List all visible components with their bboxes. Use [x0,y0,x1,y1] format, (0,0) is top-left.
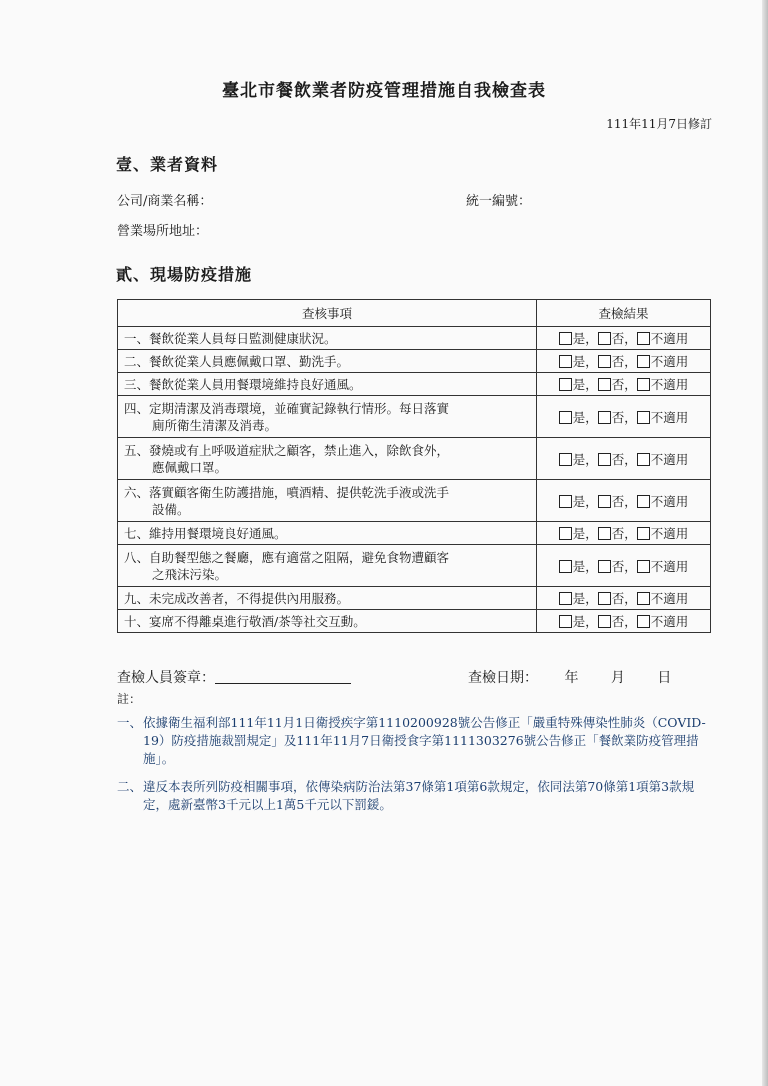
check-result [537,373,711,396]
table-row [118,327,711,350]
check-item-number: 四、 [124,400,150,416]
checkbox-no[interactable] [598,592,611,605]
check-result [537,396,711,438]
option-label-no: 否， [611,354,637,369]
check-item [118,438,537,480]
table-row [118,350,711,373]
check-result [537,587,711,610]
header-result: 查檢結果 [537,300,711,327]
checkbox-na[interactable] [637,560,650,573]
option-label-yes: 是， [572,451,598,467]
note-item-1 [117,714,715,768]
checkbox-no[interactable] [598,411,611,424]
table-row [118,522,711,545]
check-item-text: 落實顧客衛生防護措施，噴酒精、提供乾洗手液或洗手 [149,484,450,500]
option-label-na: 不適用 [650,354,689,369]
check-item [118,522,537,545]
option-label-no: 否， [611,558,637,574]
option-label-no: 否， [611,331,637,346]
checkbox-no[interactable] [598,615,611,628]
check-item-text: 維持用餐環境良好通風。 [149,525,287,541]
option-label-na: 不適用 [650,493,689,509]
checkbox-no[interactable] [598,527,611,540]
business-id-label: 統一編號： [466,194,532,209]
scan-edge [762,0,768,1086]
check-result [537,350,711,373]
check-item-text: 宴席不得離桌進行敬酒/茶等社交互動。 [149,613,366,629]
option-label-na: 不適用 [650,409,689,425]
checkbox-na[interactable] [637,615,650,628]
check-item-text-cont: 廁所衛生清潔及消毒。 [152,417,278,433]
document-title: 臺北市餐飲業者防疫管理措施自我檢查表 [222,81,546,101]
date-day: 日 [657,670,672,686]
inspection-date [468,667,671,687]
note-text: 違反本表所列防疫相關事項，依傳染病防治法第37條第1項第6款規定，依同法第70條第1項第3款規定，處新臺幣3千元以上1萬5千元以下罰鍰。 [143,779,695,812]
check-item-text: 餐飲從業人員應佩戴口罩、勤洗手。 [149,353,350,369]
check-item-text-cont: 設備。 [152,501,190,517]
check-item-number: 二、 [124,353,150,369]
table-row [118,610,711,633]
date-month: 月 [610,670,625,686]
table-row [118,438,711,480]
check-item-text: 發燒或有上呼吸道症狀之顧客，禁止進入，除飲食外， [149,442,450,458]
checkbox-no[interactable] [598,355,611,368]
option-label-yes: 是， [572,591,598,606]
check-item-number: 三、 [124,376,150,392]
inspector-label: 查檢人員簽章： [117,670,215,686]
address-label: 營業場所地址： [117,224,209,239]
check-item [118,587,537,610]
check-item-number: 五、 [124,442,150,458]
section1-heading: 壹、業者資料 [116,155,219,174]
checkbox-na[interactable] [637,592,650,605]
option-label-yes: 是， [572,377,598,392]
option-label-no: 否， [611,451,637,467]
checkbox-na[interactable] [637,378,650,391]
revision-date: 111年11月7日修訂 [606,117,712,131]
note-num: 二、 [117,779,143,794]
check-result [537,327,711,350]
table-row [118,373,711,396]
checkbox-na[interactable] [637,411,650,424]
date-label: 查檢日期： [468,670,538,686]
table-row [118,396,711,438]
section2-heading: 貳、現場防疫措施 [116,265,253,284]
checkbox-no[interactable] [598,495,611,508]
note-item-2 [117,778,715,814]
checkbox-yes[interactable] [559,378,572,391]
check-result [537,610,711,633]
check-item [118,350,537,373]
check-result [537,438,711,480]
check-item-text: 餐飲從業人員用餐環境維持良好通風。 [149,376,362,392]
notes-label: 註： [117,692,142,706]
check-item [118,396,537,438]
table-row [118,545,711,587]
check-result [537,545,711,587]
option-label-no: 否， [611,614,637,629]
option-label-na: 不適用 [650,526,689,541]
option-label-no: 否， [611,591,637,606]
check-result [537,480,711,522]
option-label-na: 不適用 [650,331,689,346]
inspector-signature [117,667,351,687]
inspection-table [117,299,711,633]
check-item-text: 自助餐型態之餐廳，應有適當之阻隔，避免食物遭顧客 [149,549,450,565]
checkbox-na[interactable] [637,527,650,540]
option-label-na: 不適用 [650,377,689,392]
checkbox-no[interactable] [598,378,611,391]
table-row [118,587,711,610]
table-row [118,480,711,522]
checkbox-no[interactable] [598,332,611,345]
check-item-number: 九、 [124,590,150,606]
check-item-text-cont: 應佩戴口罩。 [152,459,228,475]
table-body [118,327,711,633]
check-item [118,480,537,522]
checkbox-yes[interactable] [559,527,572,540]
option-label-na: 不適用 [650,558,689,574]
option-label-na: 不適用 [650,591,689,606]
checkbox-yes[interactable] [559,495,572,508]
option-label-yes: 是， [572,558,598,574]
checkbox-yes[interactable] [559,453,572,466]
checkbox-yes[interactable] [559,560,572,573]
check-result [537,522,711,545]
option-label-yes: 是， [572,354,598,369]
option-label-no: 否， [611,493,637,509]
option-label-yes: 是， [572,331,598,346]
note-text: 依據衛生福利部111年11月1日衛授疾字第1110200928號公告修正「嚴重特殊傳染性肺炎（COVID-19）防疫措施裁罰規定」及111年11月7日衛授食字第1111303276號公告修正「餐飲業防疫管理措施」。 [143,715,706,766]
check-item-text: 餐飲從業人員每日監測健康狀況。 [149,330,337,346]
check-item [118,327,537,350]
note-num: 一、 [117,715,143,730]
check-item-number: 八、 [124,549,150,565]
check-item-text-cont: 之飛沫污染。 [152,566,228,582]
checkbox-yes[interactable] [559,592,572,605]
option-label-yes: 是， [572,493,598,509]
checkbox-yes[interactable] [559,332,572,345]
table-header-row [118,300,711,327]
check-item-number: 七、 [124,525,150,541]
check-item [118,373,537,396]
option-label-yes: 是， [572,614,598,629]
checkbox-yes[interactable] [559,615,572,628]
option-label-yes: 是， [572,526,598,541]
header-item: 查核事項 [118,300,537,327]
option-label-na: 不適用 [650,614,689,629]
check-item-number: 一、 [124,330,150,346]
option-label-no: 否， [611,377,637,392]
checkbox-yes[interactable] [559,411,572,424]
check-item-text: 定期清潔及消毒環境，並確實記錄執行情形。每日落實 [149,400,450,416]
checkbox-na[interactable] [637,332,650,345]
check-item-text: 未完成改善者，不得提供內用服務。 [149,590,350,606]
company-name-label: 公司/商業名稱： [117,194,213,209]
option-label-yes: 是， [572,409,598,425]
option-label-no: 否， [611,409,637,425]
option-label-no: 否， [611,526,637,541]
check-item-number: 六、 [124,484,150,500]
checkbox-na[interactable] [637,495,650,508]
checkbox-na[interactable] [637,453,650,466]
signature-line[interactable] [215,669,351,684]
check-item [118,610,537,633]
checkbox-no[interactable] [598,453,611,466]
checkbox-na[interactable] [637,355,650,368]
check-item-number: 十、 [124,613,150,629]
option-label-na: 不適用 [650,451,689,467]
date-year: 年 [564,670,579,686]
checkbox-no[interactable] [598,560,611,573]
checkbox-yes[interactable] [559,355,572,368]
check-item [118,545,537,587]
